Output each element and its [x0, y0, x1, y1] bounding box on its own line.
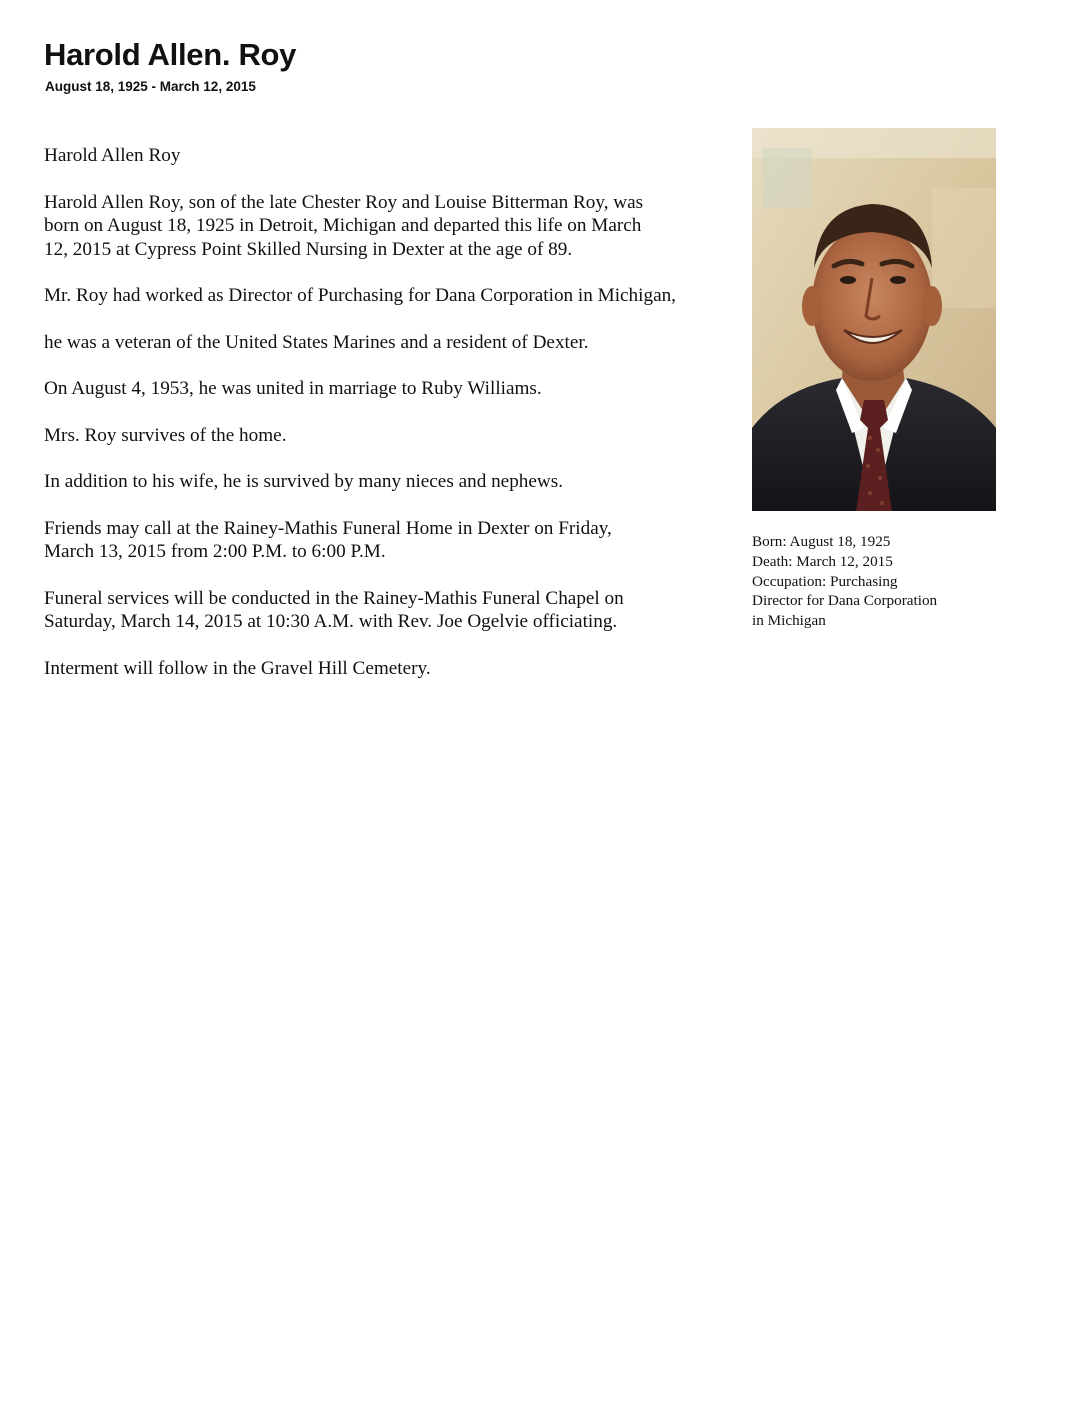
obituary-line: he was a veteran of the United States Marines and a resident of Dexter. [44, 331, 589, 353]
obituary-paragraph [44, 191, 764, 262]
obituary-paragraph [44, 284, 764, 308]
fact-line: Occupation: Purchasing [752, 572, 898, 590]
obituary-body [44, 144, 764, 703]
life-dates: August 18, 1925 - March 12, 2015 [45, 79, 256, 94]
obituary-line: Funeral services will be conducted in the Rainey-Mathis Funeral Chapel on [44, 587, 624, 609]
obituary-line: Friends may call at the Rainey-Mathis Funeral Home in Dexter on Friday, [44, 517, 612, 539]
obituary-line: Mrs. Roy survives of the home. [44, 424, 287, 446]
obituary-paragraph [44, 657, 764, 681]
obituary-paragraph [44, 331, 764, 355]
obituary-line: born on August 18, 1925 in Detroit, Michigan and departed this life on March [44, 215, 642, 236]
obituary-line: Harold Allen Roy, son of the late Chester Roy and Louise Bitterman Roy, was [44, 191, 644, 213]
obituary-line: On August 4, 1953, he was united in marriage to Ruby Williams. [44, 378, 542, 399]
obituary-paragraph [44, 470, 764, 494]
fact-line: Born: August 18, 1925 [752, 533, 891, 550]
obituary-line: Mr. Roy had worked as Director of Purchasing for Dana Corporation in Michigan, [44, 285, 676, 306]
obituary-paragraph [44, 377, 764, 401]
obituary-line: Interment will follow in the Gravel Hill Cemetery. [44, 657, 431, 679]
fact-line: Director for Dana Corporation [752, 592, 938, 610]
obituary-line: Saturday, March 14, 2015 at 10:30 A.M. with Rev. Joe Ogelvie officiating. [44, 611, 618, 632]
obituary-paragraph [44, 587, 764, 634]
vital-facts [752, 532, 992, 631]
obituary-line: Harold Allen Roy [44, 145, 181, 166]
obituary-paragraph [44, 424, 764, 448]
obituary-line: 12, 2015 at Cypress Point Skilled Nursing in Dexter at the age of 89. [44, 238, 573, 260]
obituary-paragraph [44, 144, 764, 168]
obituary-line: March 13, 2015 from 2:00 P.M. to 6:00 P.M. [44, 541, 386, 562]
fact-line: Death: March 12, 2015 [752, 552, 893, 570]
obituary-title: Harold Allen. Roy [44, 37, 297, 72]
obituary-paragraph [44, 517, 764, 564]
obituary-line: In addition to his wife, he is survived by many nieces and nephews. [44, 471, 564, 492]
fact-line: in Michigan [752, 612, 826, 630]
portrait-photo [752, 128, 996, 511]
